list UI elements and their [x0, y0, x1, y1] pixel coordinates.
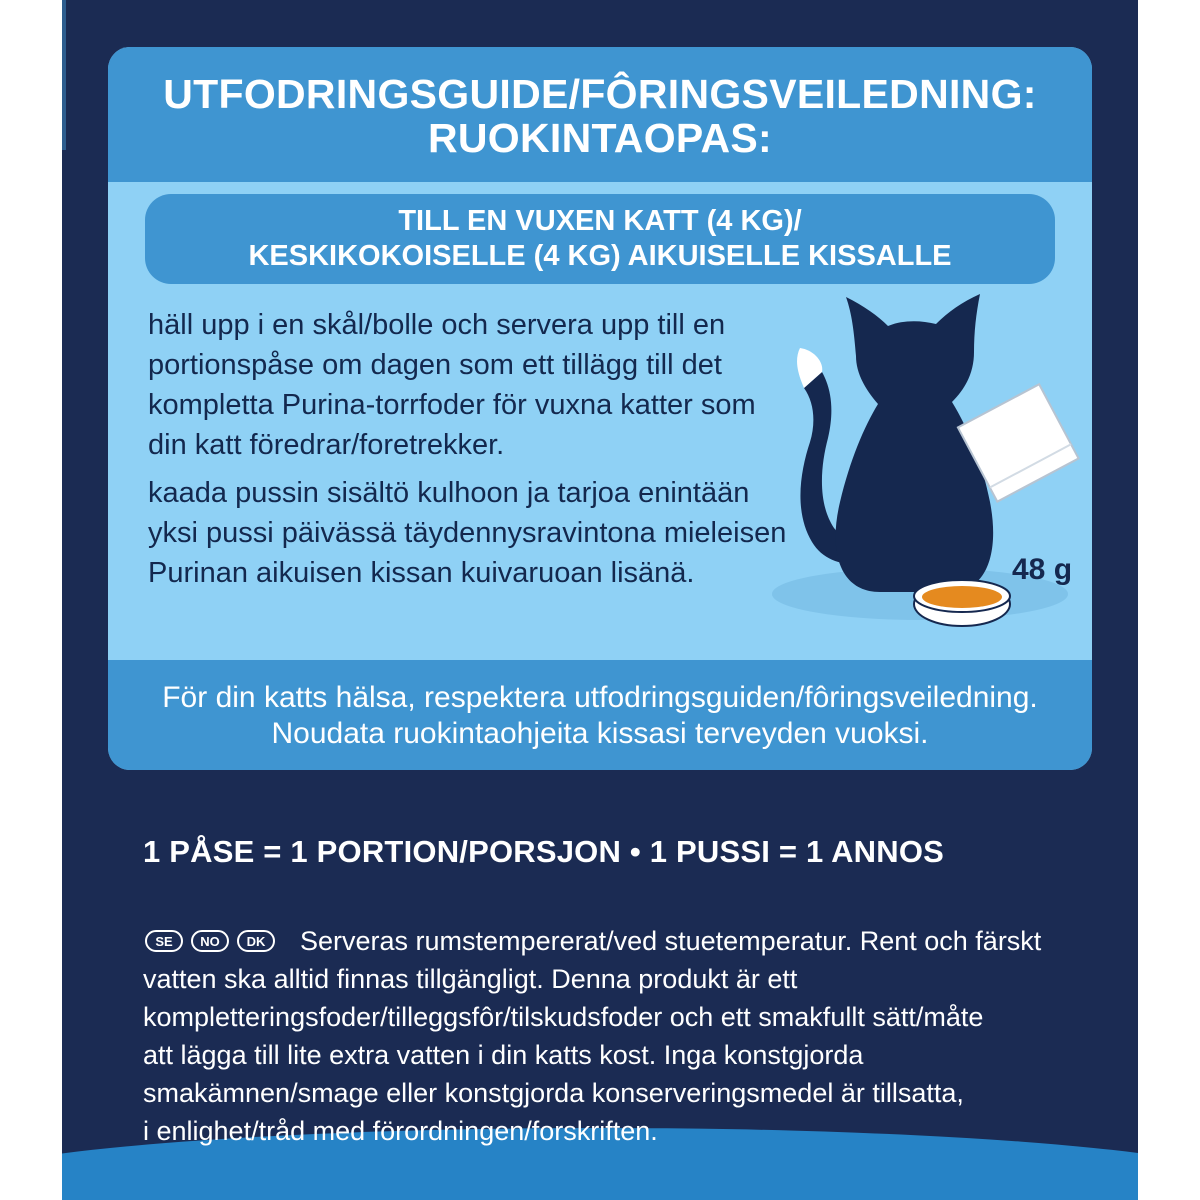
guide-title-line: RUOKINTAOPAS: — [427, 115, 773, 161]
instruction-swedish: häll upp i en skål/bolle och servera upp till en portionspåse om dagen som ett tillägg till det kompletta Purina-torrfoder för vuxna katter som din katt föredrar/foretrekker. — [148, 309, 756, 461]
country-badge-no: NO — [191, 930, 229, 952]
guide-title-line: UTFODRINGSGUIDE/FÔRINGSVEILEDNING: — [163, 71, 1037, 117]
country-badge-se: SE — [145, 930, 183, 952]
cat-illustration — [760, 292, 1080, 637]
guide-title — [108, 72, 1092, 160]
serving-line: kompletteringsfoder/tilleggsfôr/tilskudsfoder och ett smakfullt sätt/måte — [143, 1002, 984, 1032]
subtitle-line: KESKIKOKOISELLE (4 KG) AIKUISELLE KISSALLE — [248, 240, 952, 272]
guide-footer — [108, 660, 1092, 770]
adult-cat-pill — [145, 194, 1055, 284]
country-badges — [145, 930, 275, 952]
feeding-instructions — [148, 305, 788, 593]
panel-edge — [62, 0, 66, 150]
pouch-weight: 48 g — [1012, 553, 1073, 586]
guide-header — [108, 47, 1092, 182]
country-badge-dk: DK — [237, 930, 275, 952]
instruction-finnish: kaada pussin sisältö kulhoon ja tarjoa enintään yksi pussi päivässä täydennysravintona mieleisen Purinan aikuisen kissan kuivaruoan lisänä. — [148, 477, 787, 589]
serving-line: att lägga till lite extra vatten i din katts kost. Inga konstgjorda — [143, 1040, 864, 1070]
subtitle-line: TILL EN VUXEN KATT (4 KG)/ — [398, 205, 802, 237]
feeding-guide-box — [108, 47, 1092, 770]
health-notice — [108, 680, 1092, 752]
health-notice-line: För din katts hälsa, respektera utfodringsguiden/fôringsveiledning. — [162, 681, 1038, 714]
serving-line: smakämnen/smage eller konstgjorda konserveringsmedel är tillsatta, — [143, 1078, 964, 1108]
food-bowl-icon — [914, 580, 1010, 626]
serving-line: i enlighet/tråd med förordningen/forskriften. — [143, 1116, 658, 1146]
adult-cat-subtitle — [145, 204, 1055, 274]
serving-line: Serveras rumstempererat/ved stuetemperatur. Rent och färskt — [300, 926, 1042, 956]
portion-line: 1 PÅSE = 1 PORTION/PORSJON • 1 PUSSI = 1 ANNOS — [143, 834, 945, 869]
serving-text — [143, 922, 1083, 1150]
serving-line: vatten ska alltid finnas tillgängligt. Denna produkt är ett — [143, 964, 798, 994]
health-notice-line: Noudata ruokintaohjeita kissasi terveyden vuoksi. — [271, 717, 929, 750]
cat-silhouette-icon — [797, 294, 993, 592]
